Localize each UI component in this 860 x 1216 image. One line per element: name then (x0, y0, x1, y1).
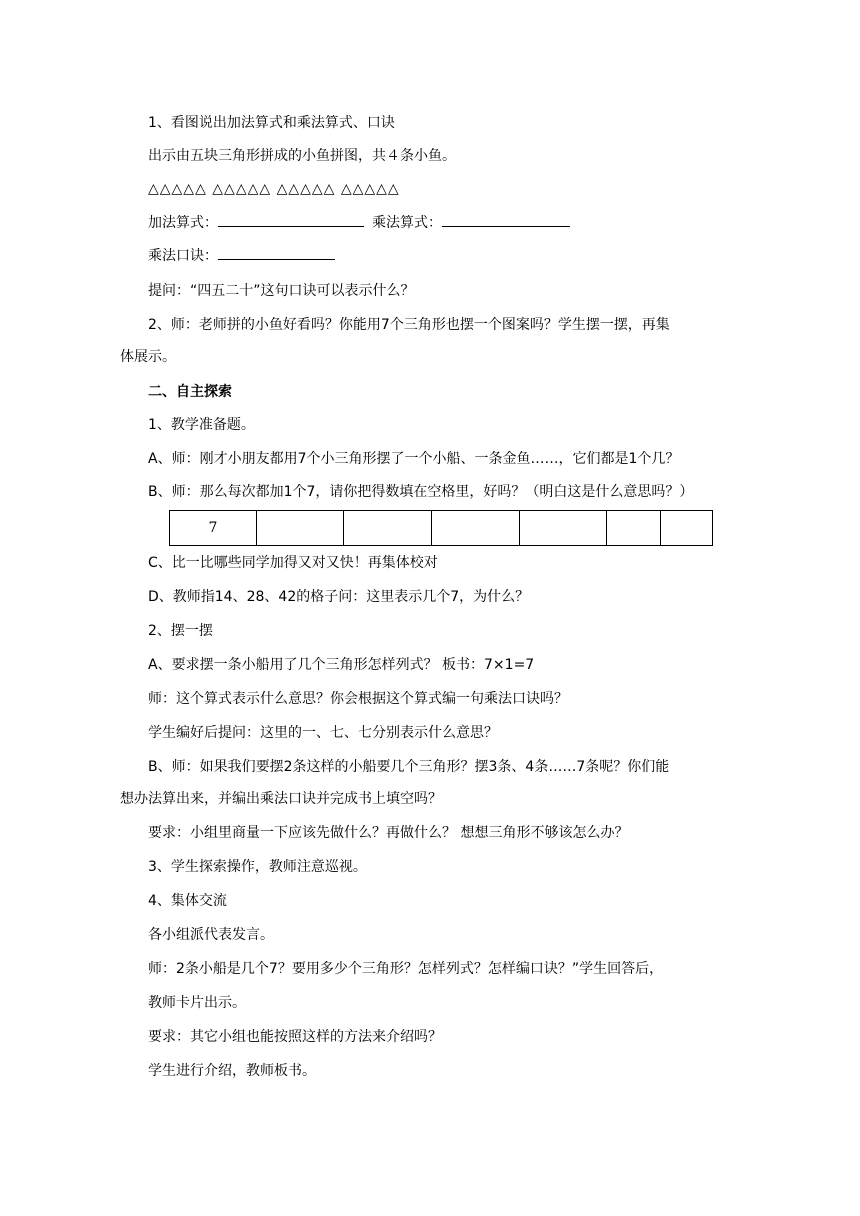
prep-heading: 1、教学准备题。 (148, 417, 255, 433)
step-b: B、师：那么每次都加1个7，请你把得数填在空格里，好吗？（明白这是什么意思吗？） (148, 484, 694, 500)
rhyme-blank-line (148, 245, 335, 266)
section-heading: 二、自主探索 (148, 384, 232, 400)
step-a-2: A、要求摆一条小船用了几个三角形怎样列式？ 板书：7×1=7 (148, 657, 535, 673)
item-3: 3、学生探索操作，教师注意巡视。 (148, 859, 367, 875)
fill-in-table (169, 510, 713, 546)
fish-puzzle-text: 出示由五块三角形拼成的小鱼拼图，共４条小鱼。 (148, 148, 456, 164)
student-question: 学生编好后提问：这里的一、七、七分别表示什么意思？ (148, 725, 498, 741)
teacher-question: 师：这个算式表示什么意思？你会根据这个算式编一句乘法口诀吗？ (148, 691, 568, 707)
table-cell[interactable] (661, 511, 713, 546)
teacher-question-2: 师：2条小船是几个7？要用多少个三角形？怎样列式？怎样编口诀？”学生回答后， (148, 961, 664, 977)
table-cell[interactable] (257, 511, 344, 546)
requirement-1: 要求：小组里商量一下应该先做什么？再做什么？ 想想三角形不够该怎么办？ (148, 825, 629, 841)
formula-blanks-line (148, 212, 570, 233)
addition-blank[interactable] (218, 212, 364, 227)
multiplication-blank[interactable] (442, 212, 570, 227)
item-2-heading: 2、摆一摆 (148, 623, 213, 639)
multiplication-label: 乘法算式： (372, 215, 442, 231)
item-2-text: 2、师：老师拼的小鱼好看吗？你能用7个三角形也摆一个图案吗？学生摆一摆，再集 (148, 317, 670, 333)
requirement-2: 要求：其它小组也能按照这样的方法来介绍吗？ (148, 1029, 442, 1045)
table-cell: 7 (170, 511, 257, 546)
table-cell[interactable] (344, 511, 432, 546)
triangle-row: △△△△△ △△△△△ △△△△△ △△△△△ (148, 181, 400, 197)
step-a: A、师：刚才小朋友都用7个小三角形摆了一个小船、一条金鱼……，它们都是1个几？ (148, 451, 680, 467)
table-cell[interactable] (607, 511, 661, 546)
addition-label: 加法算式： (148, 215, 218, 231)
table-cell[interactable] (520, 511, 607, 546)
step-b-2-cont: 想办法算出来，并编出乘法口诀并完成书上填空吗？ (120, 791, 442, 807)
question-line: 提问：“四五二十”这句口诀可以表示什么？ (148, 283, 415, 299)
student-intro: 学生进行介绍，教师板书。 (148, 1063, 316, 1079)
step-c: C、比一比哪些同学加得又对又快！再集体校对 (148, 555, 438, 571)
item-4: 4、集体交流 (148, 893, 227, 909)
teacher-card: 教师卡片出示。 (148, 995, 246, 1011)
item-2-text-cont: 体展示。 (120, 349, 176, 365)
group-speech: 各小组派代表发言。 (148, 927, 274, 943)
rhyme-blank[interactable] (218, 245, 335, 260)
rhyme-label: 乘法口诀： (148, 248, 218, 264)
step-d: D、教师指14、28、42的格子问：这里表示几个7，为什么？ (148, 589, 530, 605)
step-b-2: B、师：如果我们要摆2条这样的小船要几个三角形？摆3条、4条……7条呢？你们能 (148, 759, 670, 775)
table-cell[interactable] (432, 511, 520, 546)
table-row (170, 511, 713, 546)
item-1-heading: 1、看图说出加法算式和乘法算式、口诀 (148, 115, 395, 131)
